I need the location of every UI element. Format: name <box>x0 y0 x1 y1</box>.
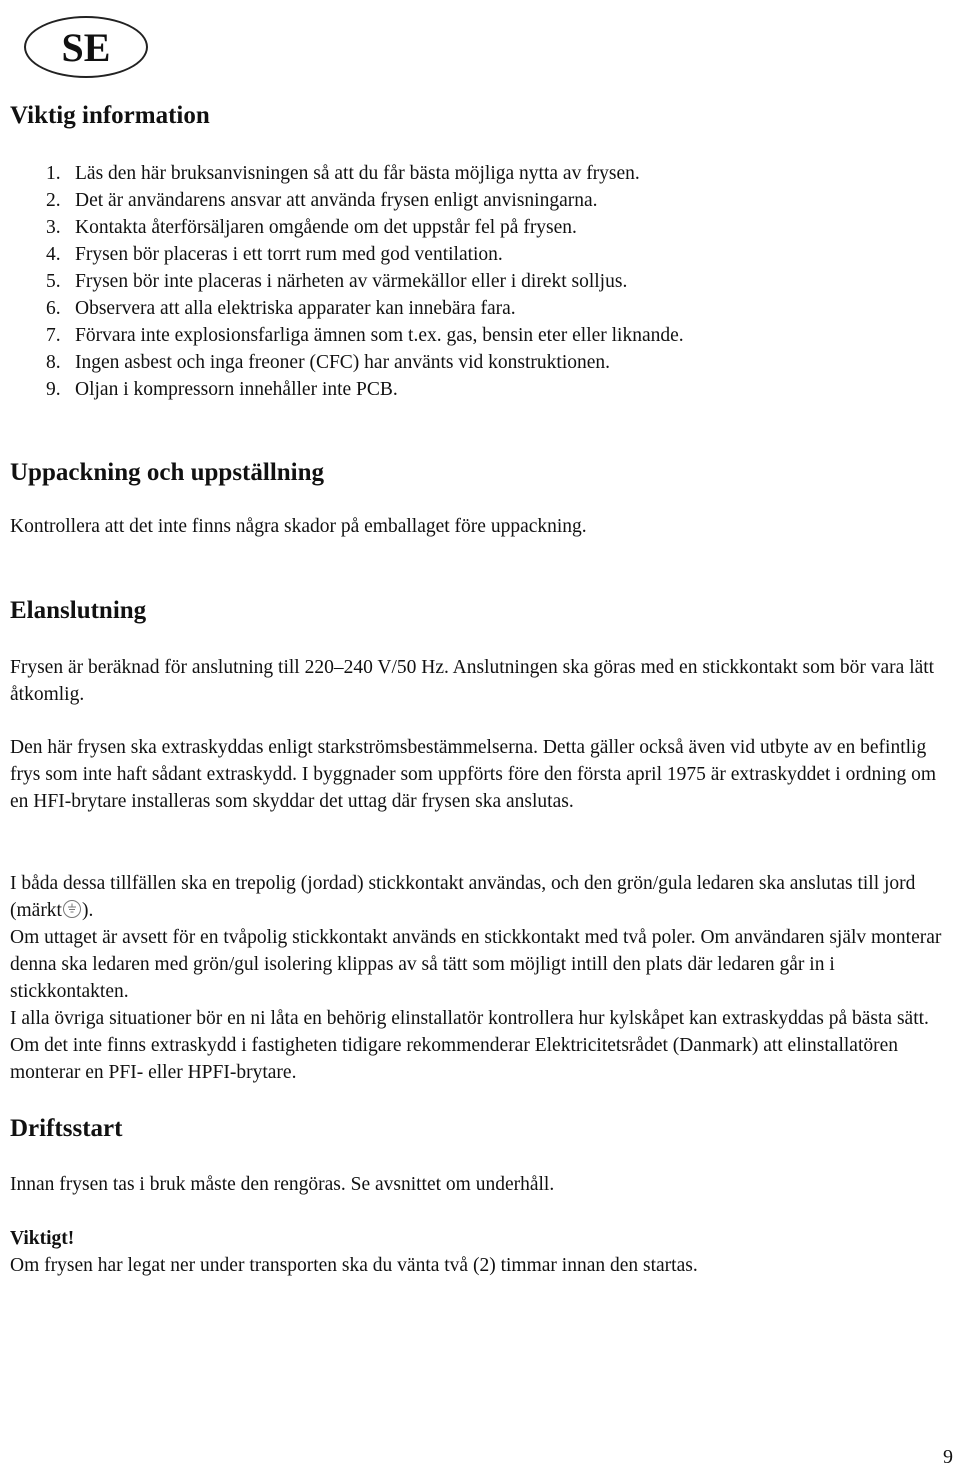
list-item <box>0 268 684 295</box>
list-item <box>0 160 684 187</box>
list-item-number: 6. <box>46 298 61 319</box>
list-item-text: Ingen asbest och inga freoner (CFC) har använts vid konstruktionen. <box>75 352 611 373</box>
driftsstart-text: Innan frysen tas i bruk måste den rengöras. Se avsnittet om underhåll. <box>10 1174 555 1195</box>
heading-viktig-information: Viktig information <box>10 102 210 129</box>
list-item-text: Oljan i kompressorn innehåller inte PCB. <box>75 379 398 400</box>
list-item <box>0 376 684 403</box>
elanslutning-paragraph-4: Om uttaget är avsett för en tvåpolig stickkontakt används en stickkontakt med två poler. Om användaren själv monterar denna ska ledaren med grön/gul isolering klippas av så tätt som möjligt intill den plats där ledaren går in i stickkontakten. <box>10 927 942 1002</box>
paragraph-3-end: ). <box>81 900 94 921</box>
list-item <box>0 241 684 268</box>
page-number: 9 <box>943 1446 953 1468</box>
list-item-text: Läs den här bruksanvisningen så att du får bästa möjliga nytta av frysen. <box>75 163 640 184</box>
paragraph-3-text: I båda dessa tillfällen ska en trepolig (jordad) stickkontakt användas, och den grön/gula ledaren ska anslutas till jord (märkt <box>10 873 916 921</box>
heading-driftsstart: Driftsstart <box>10 1115 123 1142</box>
elanslutning-paragraph-2: Den här frysen ska extraskyddas enligt starkströmsbestämmelserna. Detta gäller också även vid utbyte av en befintlig frys som inte haft sådant extraskydd. I byggnader som uppförts före den första april 1975 är extraskyddet i ordning om en HFI-brytare installeras som skyddar det uttag där frysen ska anslutas. <box>10 737 937 812</box>
list-item-text: Det är användarens ansvar att använda frysen enligt anvisningarna. <box>75 190 598 211</box>
elanslutning-paragraph-3 <box>10 870 955 924</box>
list-item <box>0 214 684 241</box>
list-item-text: Observera att alla elektriska apparater kan innebära fara. <box>75 298 516 319</box>
elanslutning-paragraph-1: Frysen är beräknad för anslutning till 220–240 V/50 Hz. Anslutningen ska göras med en stickkontakt som bör vara lätt åtkomlig. <box>10 657 935 705</box>
list-item <box>0 295 684 322</box>
list-item-text: Förvara inte explosionsfarliga ämnen som t.ex. gas, bensin eter eller liknande. <box>75 325 684 346</box>
list-item-number: 9. <box>46 379 61 400</box>
list-item-text: Kontakta återförsäljaren omgående om det uppstår fel på frysen. <box>75 217 577 238</box>
list-item-number: 5. <box>46 271 61 292</box>
country-badge: SE <box>24 16 148 78</box>
list-item <box>0 187 684 214</box>
important-info-list <box>0 160 684 403</box>
list-item-number: 1. <box>46 163 61 184</box>
list-item-text: Frysen bör inte placeras i närheten av värmekällor eller i direkt solljus. <box>75 271 628 292</box>
list-item-number: 3. <box>46 217 61 238</box>
list-item-number: 4. <box>46 244 61 265</box>
list-item <box>0 322 684 349</box>
uppackning-text: Kontrollera att det inte finns några skador på emballaget före uppackning. <box>10 516 587 537</box>
elanslutning-paragraph-5: I alla övriga situationer bör en ni låta en behörig elinstallatör kontrollera hur kylskåpet kan extraskyddas på bästa sätt. Om det inte finns extraskydd i fastigheten tidigare rekommenderar Elektricitetsrådet (Danmark) att elinstallatören monterar en PFI- eller HPFI-brytare. <box>10 1008 929 1083</box>
important-text: Om frysen har legat ner under transporten ska du vänta två (2) timmar innan den startas. <box>10 1255 698 1276</box>
list-item-number: 7. <box>46 325 61 346</box>
earth-ground-icon <box>63 900 81 918</box>
list-item <box>0 349 684 376</box>
important-label: Viktigt! <box>10 1228 75 1249</box>
heading-elanslutning: Elanslutning <box>10 597 147 624</box>
heading-uppackning: Uppackning och uppställning <box>10 459 325 486</box>
list-item-number: 2. <box>46 190 61 211</box>
list-item-number: 8. <box>46 352 61 373</box>
list-item-text: Frysen bör placeras i ett torrt rum med god ventilation. <box>75 244 503 265</box>
